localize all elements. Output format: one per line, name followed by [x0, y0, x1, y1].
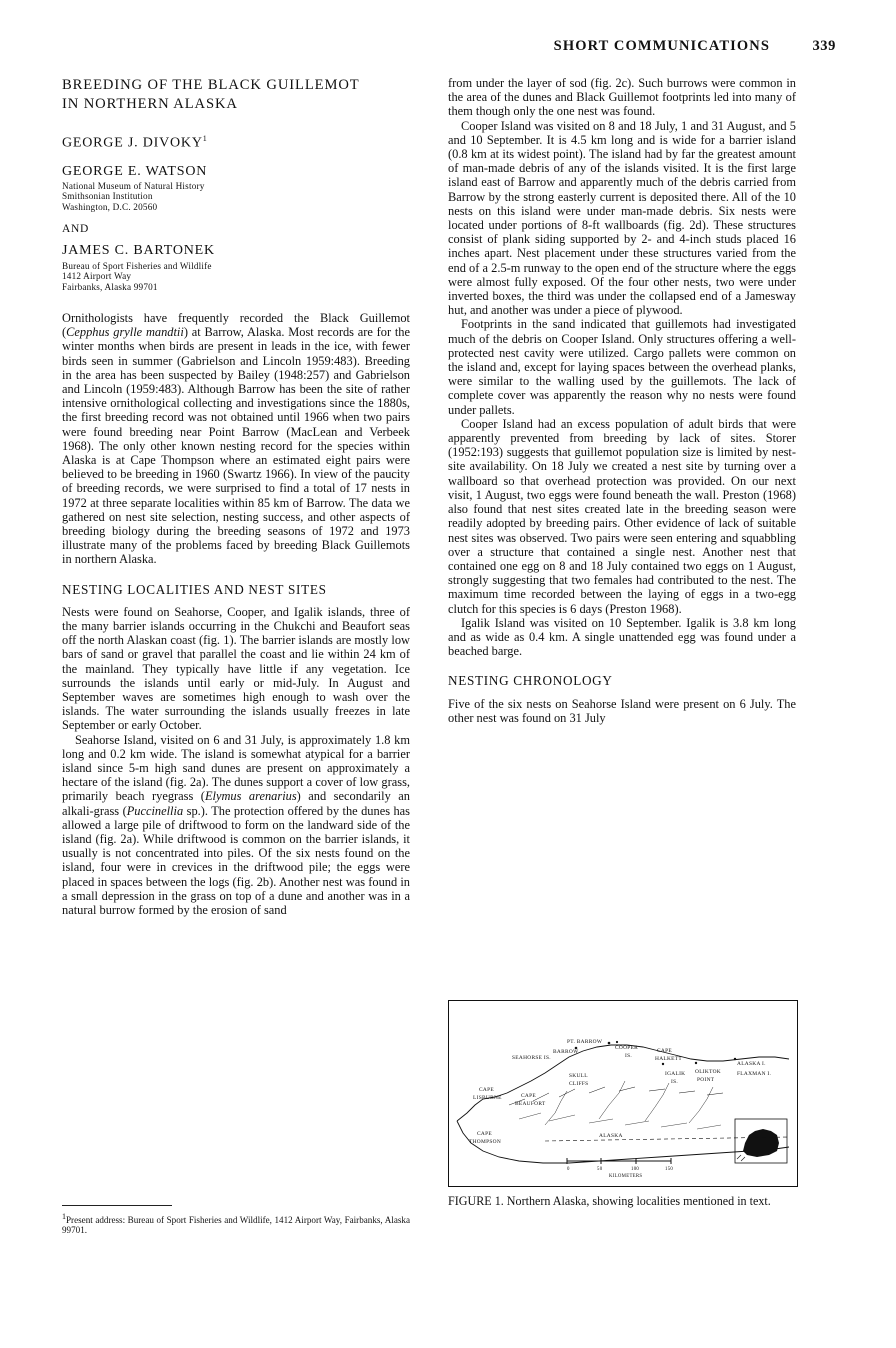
right-paragraph-continued: from under the layer of sod (fig. 2c). Such burrows were common in the area of the dunes and Black Guillemot footprints led into many of them though only the one nest was found.	[448, 76, 796, 119]
running-head	[60, 38, 836, 60]
map-label: OLIKTOK	[695, 1069, 721, 1075]
map-scale-label: KILOMETERS	[609, 1174, 643, 1179]
map-scale-label: 0	[567, 1167, 570, 1172]
figure-1-caption: FIGURE 1. Northern Alaska, showing localities mentioned in text.	[448, 1194, 771, 1208]
map-label: IS.	[625, 1053, 633, 1059]
footnote: $^1$Present address: Bureau of Sport Fisheries and Wildlife, 1412 Airport Way, Fairbanks, Alaska 99701.	[62, 1212, 410, 1236]
map-label: IGALIK	[665, 1071, 686, 1077]
map-label: FLAXMAN I.	[737, 1071, 772, 1077]
species-name-elymus: Elymus arenarius	[204, 789, 297, 804]
map-label: POINT	[697, 1077, 715, 1083]
map-label: ALASKA I.	[737, 1061, 766, 1067]
article-title-line2: IN NORTHERN ALASKA	[62, 96, 238, 112]
map-label: BEAUFORT	[515, 1101, 546, 1107]
section-heading-nesting-localities: NESTING LOCALITIES AND NEST SITES	[62, 581, 327, 597]
author-watson: GEORGE E. WATSON	[62, 163, 208, 179]
footnote-number: 1	[62, 1212, 66, 1221]
map-label: CAPE	[477, 1131, 492, 1137]
map-label: BARROW	[553, 1049, 579, 1055]
map-label: PT. BARROW	[567, 1039, 603, 1045]
map-label: CLIFFS	[569, 1081, 589, 1087]
species-name: Cepphus grylle mandtii	[66, 325, 184, 340]
left-paragraph-2: Seahorse Island, visited on 6 and 31 July, is approximately 1.8 km long and 0.2 km wide. The island is somewhat atypical for a barrier island since 5-m high sand dunes are present on approximately a hectare of the island (fig. 2a). The dunes support a cover of low grass, primarily beach ryegrass (Elymus arenarius) and secondarily an alkali-grass (Puccinellia sp.). The protection offered by the dunes has allowed a large pile of driftwood to form on the landward side of the island (fig. 2a). While driftwood is common on the barrier islands, it usually is not concentrated into piles. Of the six nests found on the island, four were in crevices in the driftwood pile; the eggs were placed in spaces between the logs (fig. 2b). Another nest was found in a small depression in the grass on top of a dune and another was in a natural burrow formed by the erosion of sand	[62, 732, 411, 918]
map-label: SEAHORSE IS.	[512, 1055, 551, 1061]
right-paragraph-2: Footprints in the sand indicated that guillemots had investigated much of the debris on Cooper Island. Only structures offering a well-protected nest cavity were utilized. Cargo pallets were common on the island and, except for laying spaces between the overhead planks, were similar to the walling used by the guillemots. The lack of complete cover was apparently the reason why no nests were found under pallets.	[448, 317, 796, 417]
map-label: IS.	[671, 1079, 679, 1085]
northern-alaska-map	[449, 1001, 797, 1186]
left-paragraph-1: Nests were found on Seahorse, Cooper, and Igalik islands, three of the many barrier islands occurring in the Chukchi and Beaufort seas off the north Alaskan coast (fig. 1). The barrier islands are mostly low bars of sand or gravel that parallel the coast and lie within 24 km of the mainland. They typically have little if any vegetation. Ice surrounds the islands until early or mid-July. In August and September waves are sometimes high enough to wash over the islands. The water surrounding the islands usually freezes in late September or early October.	[62, 604, 410, 733]
right-paragraph-5: Five of the six nests on Seahorse Island were present on 6 July. The other nest was found on 31 July	[448, 696, 796, 725]
right-paragraph-1: Cooper Island was visited on 8 and 18 July, 1 and 31 August, and 5 and 10 September. It is 4.5 km long and is wide for a barrier island (0.8 km at its widest point). The island had by far the greatest amount of man-made debris of any of the islands visited. It is the first large island east of Barrow and apparently much of the debris carried from Barrow by the strong easterly current is deposited there. All of the 10 nests on this island were under man-made debris. Six nests were located under portions of 8-ft wallboards (fig. 2d). These structures consist of plank siding supported by 2- and 4-inch studs placed 16 inches apart. Nest placement under these structures varied from the end of a 2.5-m runway to the open end of the structure where the eggs were almost fully exposed. Of the four other nests, two were under inverted boxes, the third was under the collapsed end of a Jamesway hut, and another was under a piece of plywood.	[448, 118, 796, 318]
map-scale-label: 50	[597, 1167, 603, 1172]
map-scale-label: 100	[631, 1167, 640, 1172]
map-label: LISBURNE	[473, 1095, 502, 1101]
right-column	[448, 76, 796, 725]
map-label: HALKETT	[655, 1056, 682, 1062]
author-divoky: GEORGE J. DIVOKY$^1$	[62, 134, 208, 151]
affiliation-watson: National Museum of Natural History Smithsonian Institution Washington, D.C. 20560	[62, 181, 205, 212]
species-name-puccinellia: Puccinellia	[126, 803, 184, 818]
footnote-rule	[62, 1205, 172, 1206]
map-label: SKULL	[569, 1073, 588, 1079]
intro-paragraph: Ornithologists have frequently recorded the Black Guillemot (Cepphus grylle mandtii) at Barrow, Alaska. Most records are for the winter months when birds are present in leads in the ice, with fewer birds seen in summer (Gabrielson and Lincoln 1959:483). Breeding in the area has been suspected by Bailey (1948:257) and Gabrielson and Lincoln (1959:483). Although Barrow has been the site of rather intensive ornithological collecting and investigations since the 1880s, the first breeding record was not obtained until 1966 when two pairs were found breeding near Point Barrow (MacLean and Verbeek 1968). The only other known nesting record for the species within Alaska is at Cape Thompson where an estimated eight pairs were believed to be breeding in 1960 (Swartz 1966). In view of the paucity of breeding records, we were surprised to find a total of 17 nests in 1972 at three separate localities within 85 km of Barrow. The data we gathered on nest site selection, nesting success, and other aspects of breeding biology during the breeding seasons of 1972 and 1973 illustrate many of the problems faced by breeding Black Guillemots in northern Alaska.	[62, 310, 411, 567]
map-label: CAPE	[521, 1093, 536, 1099]
map-label: COOPER	[615, 1045, 639, 1051]
figure-1	[448, 1000, 796, 1208]
page-number: 339	[812, 38, 836, 54]
right-paragraph-3: Cooper Island had an excess population of adult birds that were apparently prevented from breeding by lack of sites. Storer (1952:193) suggests that guillemot population size is limited by nest-site availability. On 18 July we created a nest site by turning over a wallboard so that overhead protection was provided. On our next visit, 1 August, two eggs were found beneath the wall. Preston (1968) also found that nest sites created late in the breeding season were readily adopted by breeding pairs. Other evidence of lack of suitable nest sites was observed. Two pairs were seen entering and squabbling over a structure that contained a single nest. Another nest that contained one egg on 8 and 18 July contained two eggs on 1 August, strongly suggesting that two females had contributed to the nest. The maximum time recorded between the laying of eggs in a two-egg clutch for this species is 6 days (Preston 1968).	[448, 416, 796, 616]
footnote-marker: 1	[202, 134, 208, 143]
figure-1-image	[448, 1000, 798, 1187]
article-title-line1: BREEDING OF THE BLACK GUILLEMOT	[62, 77, 360, 93]
article-title	[62, 76, 410, 114]
map-label: THOMPSON	[469, 1139, 502, 1145]
right-paragraph-4: Igalik Island was visited on 10 September. Igalik is 3.8 km long and as wide as 0.4 km. A single unattended egg was found under a beached barge.	[448, 615, 796, 659]
section-heading-nesting-chronology: NESTING CHRONOLOGY	[448, 673, 613, 689]
map-label: ALASKA	[599, 1133, 623, 1139]
left-column	[62, 76, 410, 917]
author-bartonek: JAMES C. BARTONEK	[62, 243, 215, 259]
map-label: CAPE	[657, 1048, 672, 1054]
running-head-title: SHORT COMMUNICATIONS	[553, 38, 770, 54]
and-label: AND	[62, 223, 90, 236]
affiliation-bartonek: Bureau of Sport Fisheries and Wildlife 1412 Airport Way Fairbanks, Alaska 99701	[62, 260, 212, 292]
map-scale-label: 150	[665, 1167, 674, 1172]
map-label: CAPE	[479, 1087, 494, 1093]
